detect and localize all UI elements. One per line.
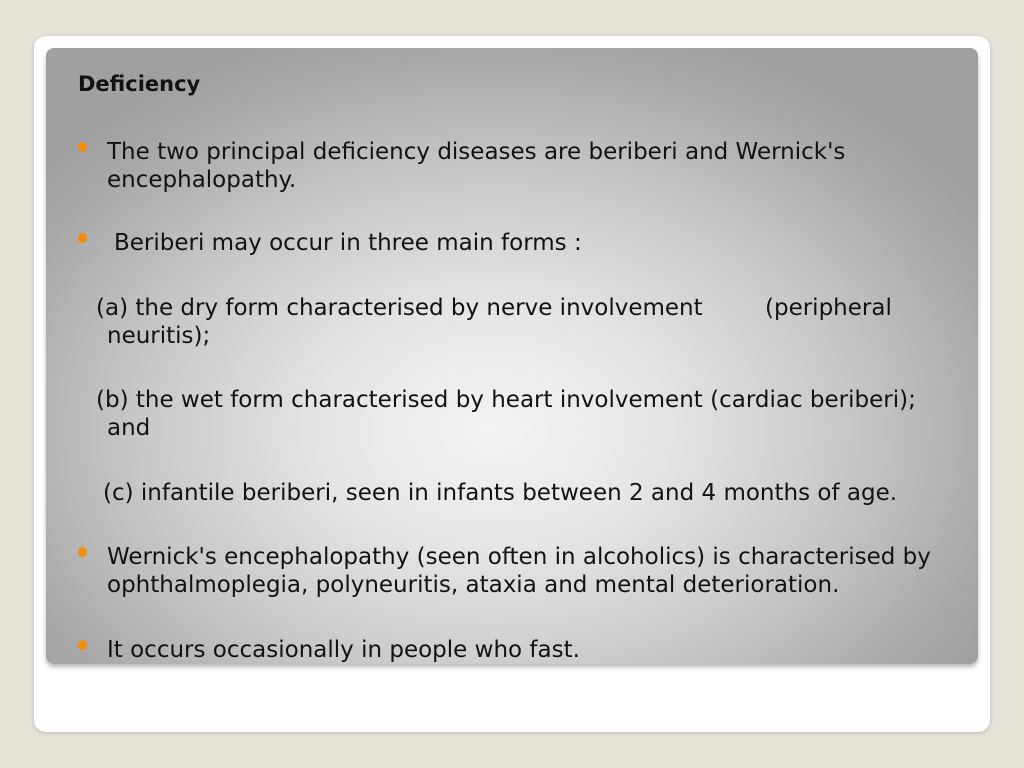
bullet-3-line-1: Wernick's encephalopathy (seen often in alcoholics) is characterised by <box>107 544 931 570</box>
bullet-2-line-1: Beriberi may occur in three main forms : <box>114 230 582 256</box>
form-b-line-2: and <box>107 415 151 441</box>
bullet-1-line-1: The two principal deficiency diseases are beriberi and Wernick's <box>107 139 846 165</box>
form-a-line-1-end: (peripheral <box>765 295 892 321</box>
bullet-marker <box>78 640 87 650</box>
bullet-4-line-1: It occurs occasionally in people who fast. <box>107 637 580 663</box>
form-b-line-1: (b) the wet form characterised by heart involvement (cardiac beriberi); <box>96 387 916 413</box>
bullet-marker <box>78 547 87 557</box>
form-a-line-1: (a) the dry form characterised by nerve involvement <box>96 295 703 321</box>
bullet-marker <box>78 233 87 243</box>
bullet-3-line-2: ophthalmoplegia, polyneuritis, ataxia and mental deterioration. <box>107 572 840 598</box>
form-c-line-1: (c) infantile beriberi, seen in infants between 2 and 4 months of age. <box>103 480 898 506</box>
bullet-marker <box>78 142 87 152</box>
form-a-line-2: neuritis); <box>107 323 211 349</box>
slide-heading: Deficiency <box>78 72 201 96</box>
bullet-1-line-2: encephalopathy. <box>107 167 297 193</box>
